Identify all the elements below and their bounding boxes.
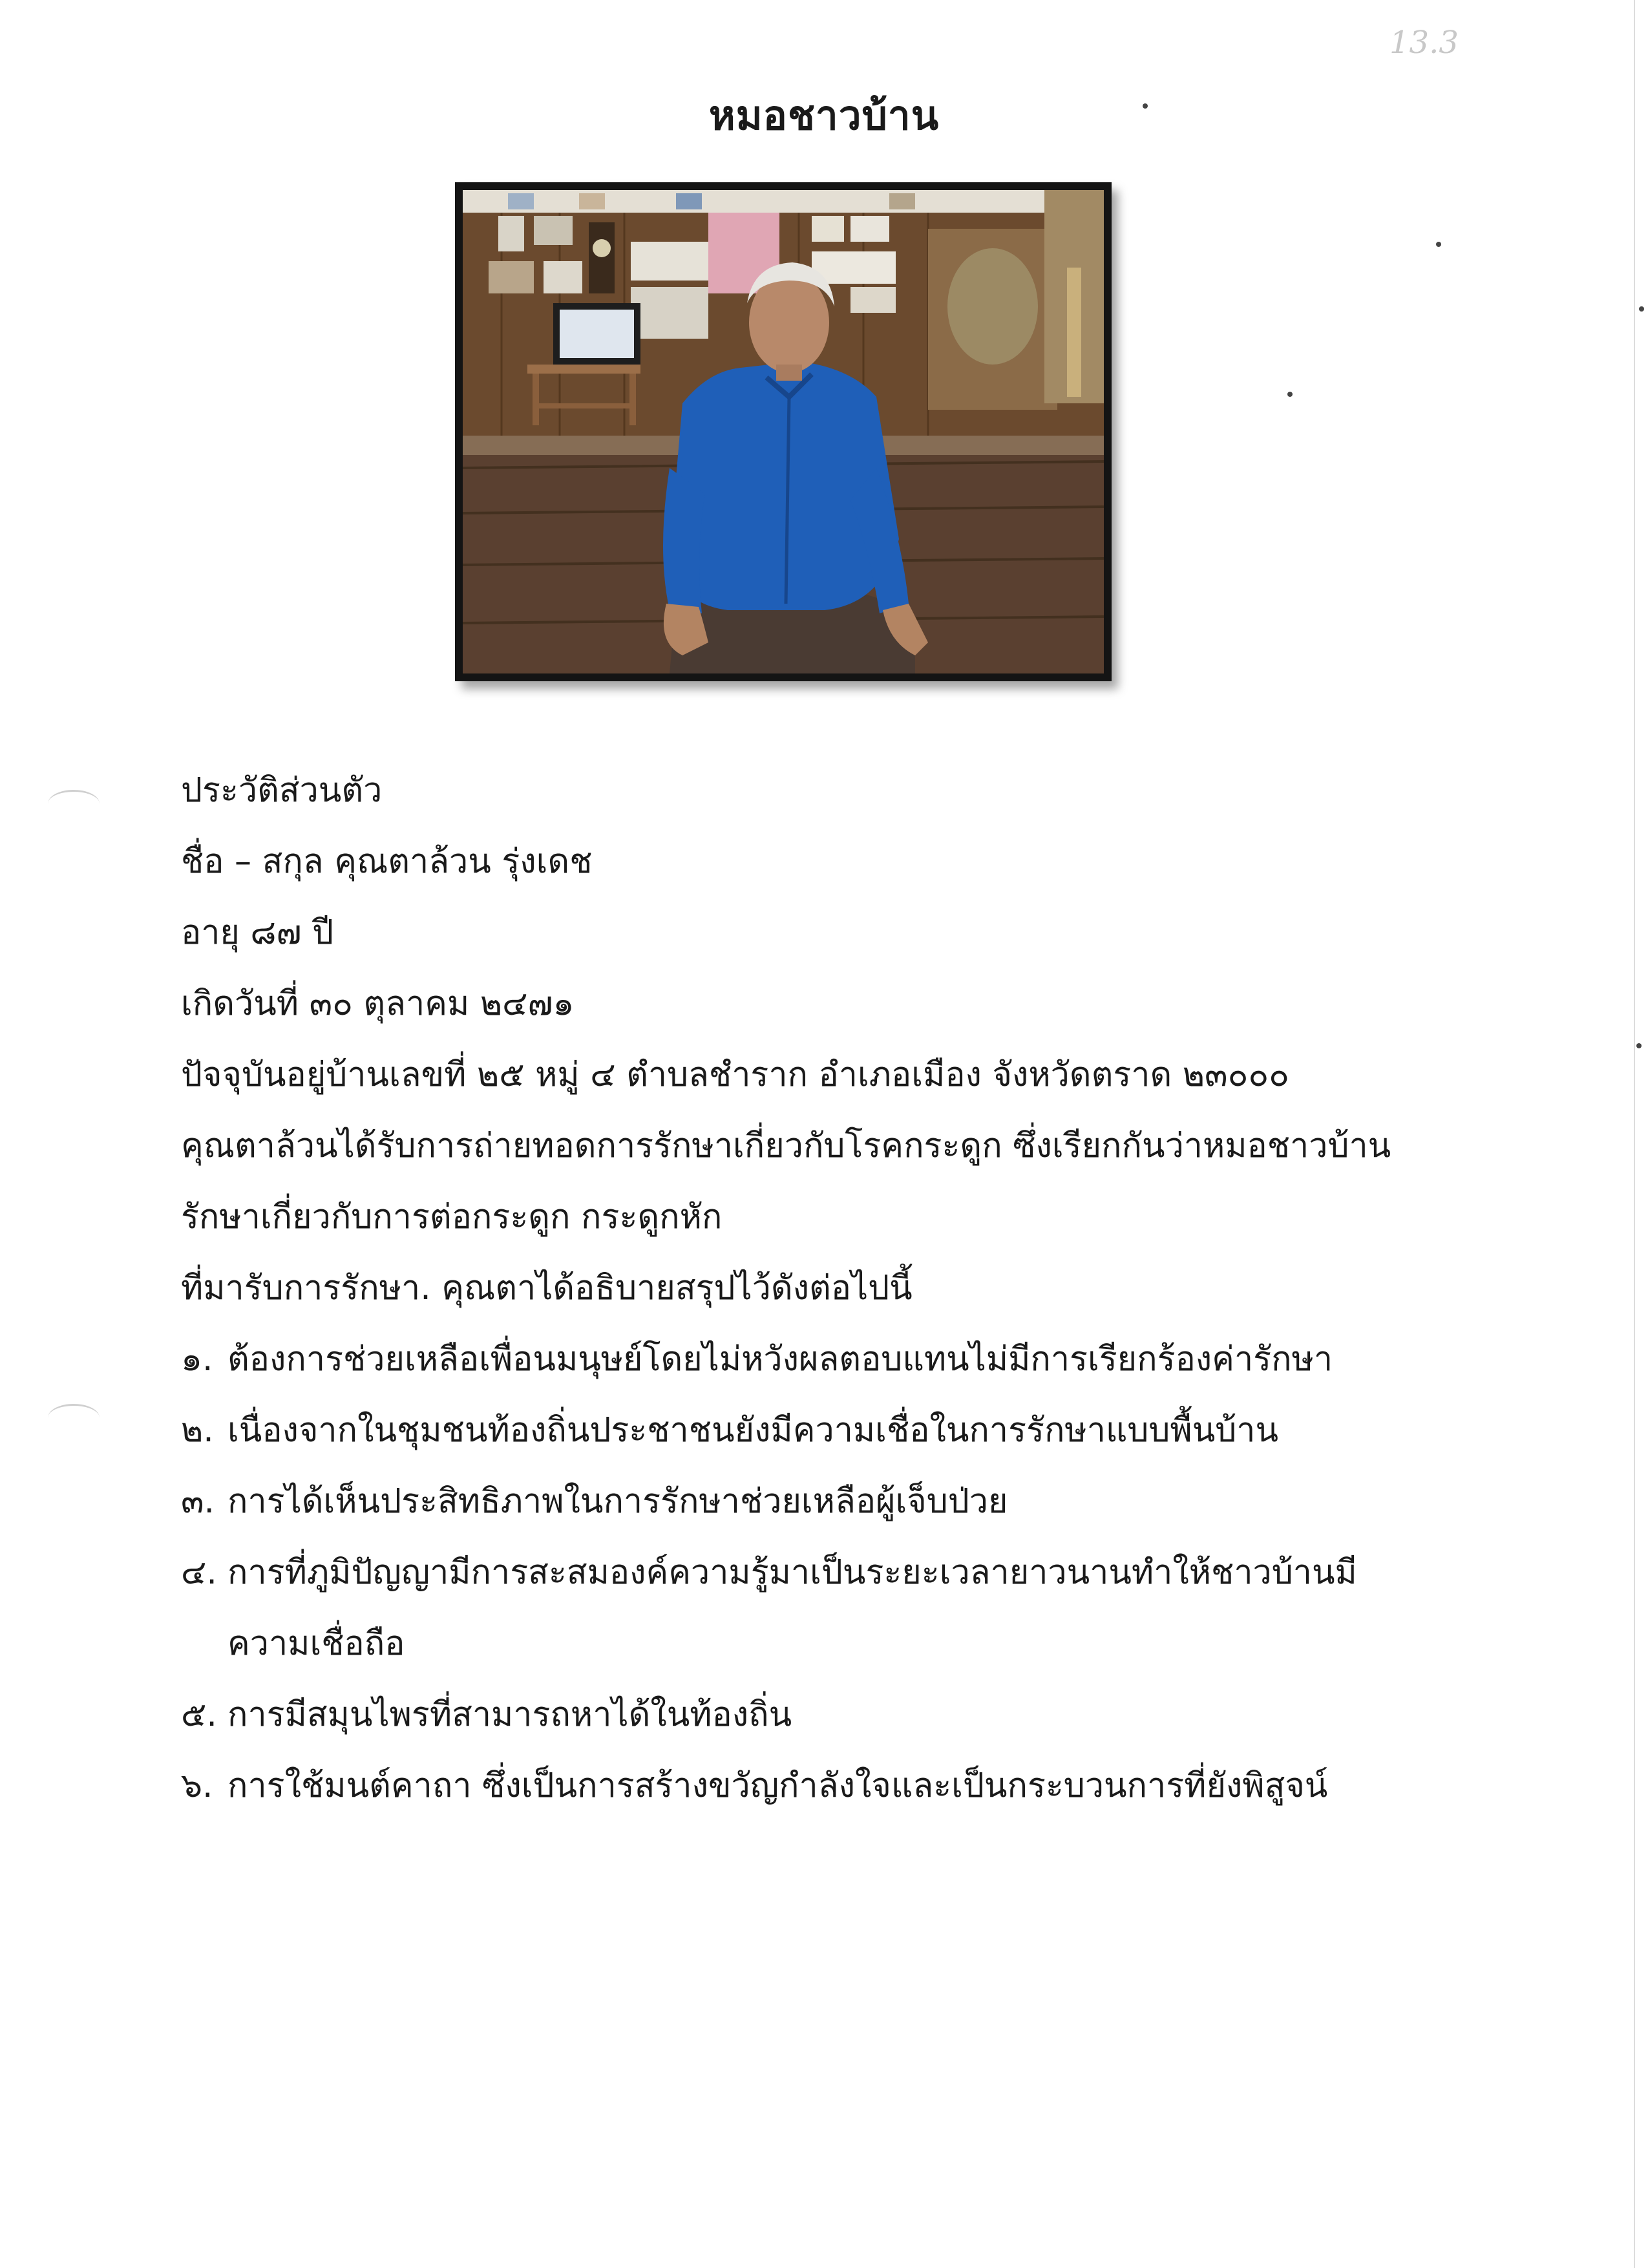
- list-item: [181, 1679, 1441, 1750]
- age-line: อายุ ๘๗ ปี: [181, 913, 334, 952]
- intro-line-1: คุณตาล้วนได้รับการถ่ายทอดการรักษาเกี่ยวกับโรคกระดูก ซึ่งเรียกกันว่าหมอชาวบ้าน: [181, 1127, 1391, 1165]
- address-line: ปัจจุบันอยู่บ้านเลขที่ ๒๕ หมู่ ๔ ตำบลชำราก อำเภอเมือง จังหวัดตราด ๒๓๐๐๐: [181, 1055, 1289, 1094]
- scan-speck: [1287, 392, 1293, 397]
- list-item-number: ๖.: [181, 1766, 213, 1805]
- punch-hole-mark: [48, 790, 100, 818]
- list-item-continuation: ความเชื่อถือ: [227, 1624, 405, 1663]
- birth-date-line: เกิดวันที่ ๓๐ ตุลาคม ๒๔๗๑: [181, 984, 575, 1023]
- page-title: หมอชาวบ้าน: [708, 92, 940, 139]
- list-item-number: ๕.: [181, 1695, 217, 1734]
- list-item-number: ๔.: [181, 1553, 217, 1592]
- scan-edge-line: [1634, 0, 1635, 2268]
- portrait-photo-image: [463, 190, 1104, 673]
- intro-line-2: รักษาเกี่ยวกับการต่อกระดูก กระดูกหัก: [181, 1198, 723, 1236]
- biography-text: [181, 755, 1441, 1821]
- section-heading: ประวัติส่วนตัว: [181, 771, 383, 810]
- intro-line-3: ที่มารับการรักษา. คุณตาได้อธิบายสรุปไว้ดังต่อไปนี้: [181, 1269, 913, 1308]
- scan-speck: [1436, 242, 1441, 247]
- list-item-number: ๒.: [181, 1411, 214, 1450]
- scan-speck: [1636, 1043, 1642, 1048]
- portrait-photo: [455, 182, 1112, 681]
- list-item-text: ต้องการช่วยเหลือเพื่อนมนุษย์โดยไม่หวังผลตอบแทนไม่มีการเรียกร้องค่ารักษา: [227, 1340, 1333, 1379]
- list-item-text: การที่ภูมิปัญญามีการสะสมองค์ความรู้มาเป็นระยะเวลายาวนานทำให้ชาวบ้านมี: [227, 1553, 1357, 1592]
- punch-hole-mark: [48, 1404, 100, 1432]
- list-item: [181, 1324, 1441, 1395]
- handwritten-page-note: 13.3: [1389, 25, 1459, 61]
- list-item-text: เนื่องจากในชุมชนท้องถิ่นประชาชนยังมีความเชื่อในการรักษาแบบพื้นบ้าน: [227, 1411, 1279, 1450]
- scan-speck: [1639, 306, 1644, 312]
- list-item: [181, 1750, 1441, 1821]
- list-item-text: การมีสมุนไพรที่สามารถหาได้ในท้องถิ่น: [227, 1695, 792, 1734]
- list-item-text: การได้เห็นประสิทธิภาพในการรักษาช่วยเหลือผู้เจ็บป่วย: [227, 1482, 1008, 1521]
- list-item-text: การใช้มนต์คาถา ซึ่งเป็นการสร้างขวัญกำลังใจและเป็นกระบวนการที่ยังพิสูจน์: [227, 1766, 1328, 1805]
- list-item: [181, 1537, 1441, 1608]
- list-item-number: ๑.: [181, 1340, 213, 1379]
- list-item: [181, 1466, 1441, 1537]
- name-line: ชื่อ – สกุล คุณตาล้วน รุ่งเดช: [181, 842, 593, 881]
- list-item: [181, 1395, 1441, 1466]
- list-item-number: ๓.: [181, 1482, 215, 1521]
